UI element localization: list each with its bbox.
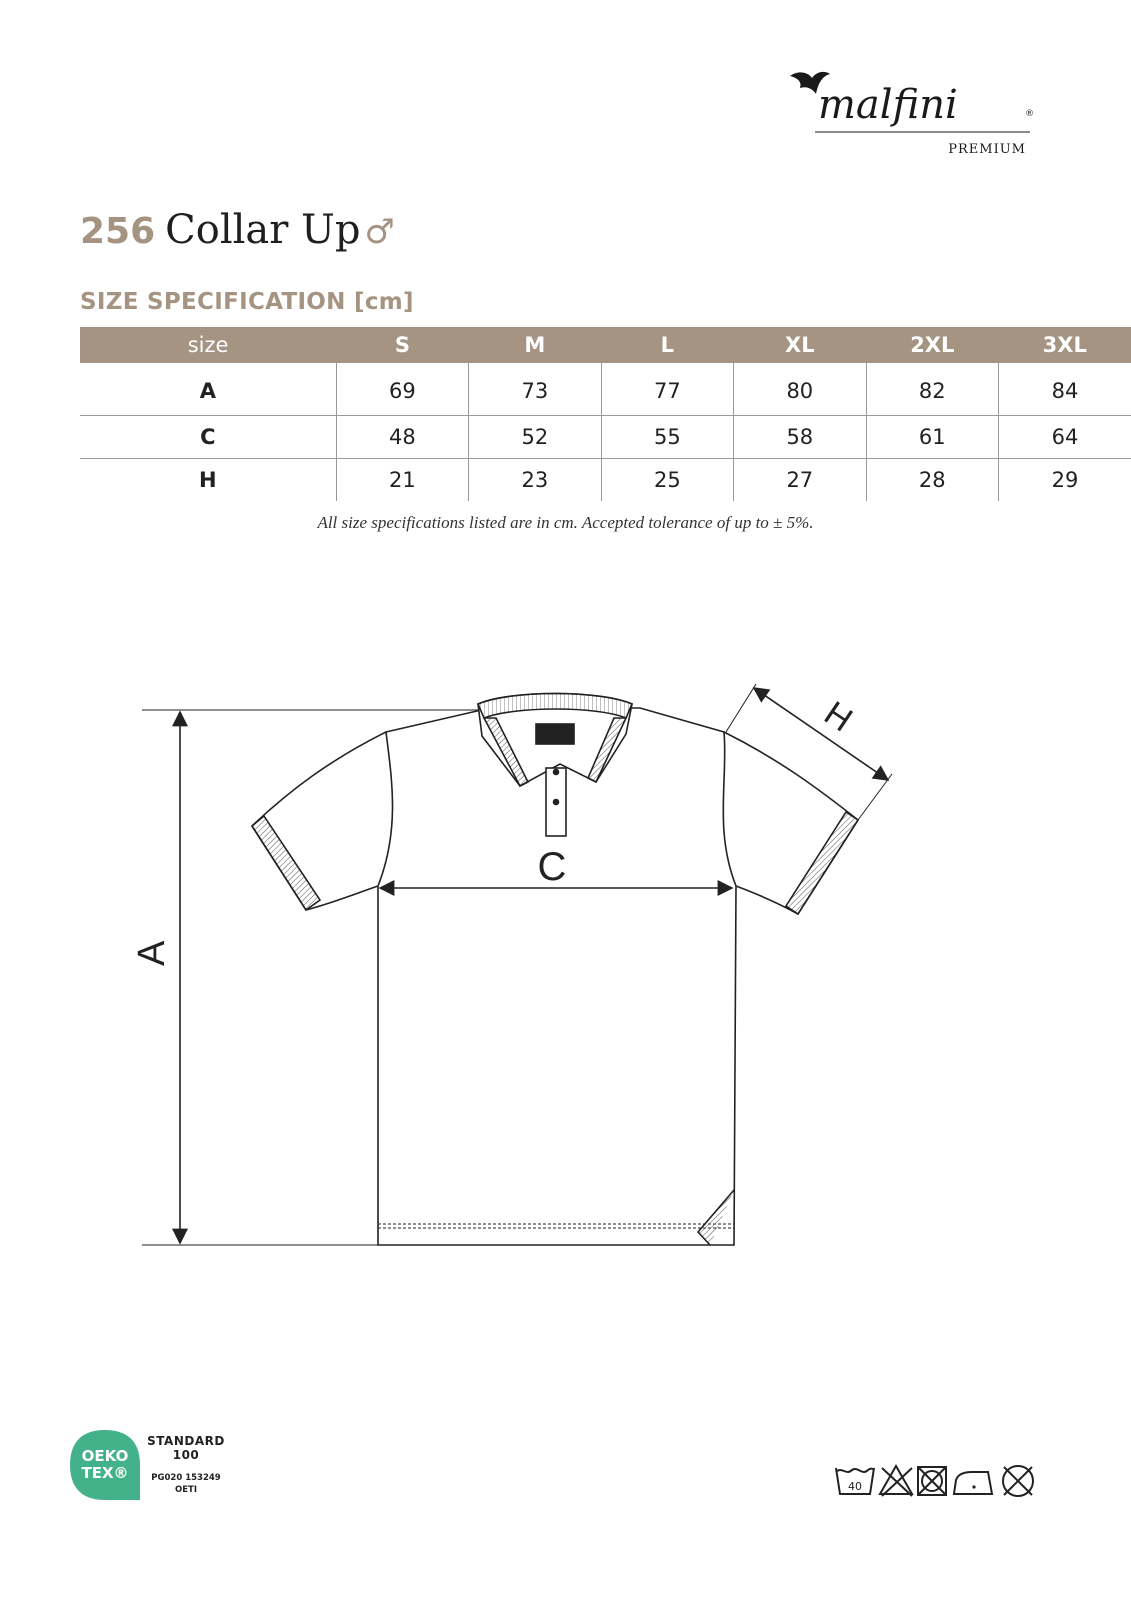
table-cell: 77 [601, 363, 733, 416]
table-cell: 69 [336, 363, 468, 416]
wash-40-icon [836, 1468, 874, 1494]
header-s: S [336, 327, 468, 363]
header-l: L [601, 327, 733, 363]
row-label: C [80, 416, 336, 459]
page-title [80, 207, 395, 253]
malfini-logo [790, 66, 1060, 166]
no-dry-clean-icon [1003, 1466, 1033, 1496]
dimension-h-label: H [817, 694, 859, 740]
table-cell: 27 [734, 459, 866, 502]
no-tumble-dry-icon [918, 1467, 946, 1495]
product-number: 256 [80, 211, 156, 252]
dimension-a-label: A [131, 940, 173, 966]
table-row [80, 416, 1131, 459]
table-cell: 48 [336, 416, 468, 459]
no-bleach-icon [880, 1466, 912, 1496]
header-2xl: 2XL [866, 327, 998, 363]
oeko-standard: STANDARD 100 [147, 1434, 225, 1462]
male-icon: ♂ [364, 212, 395, 252]
oeko-tex-certification [70, 1430, 240, 1510]
header-size: size [80, 327, 336, 363]
header-3xl: 3XL [999, 327, 1131, 363]
table-cell: 61 [866, 416, 998, 459]
table-header-row [80, 327, 1131, 363]
table-cell: 25 [601, 459, 733, 502]
table-cell: 23 [469, 459, 601, 502]
table-cell: 80 [734, 363, 866, 416]
header-xl: XL [734, 327, 866, 363]
table-cell: 21 [336, 459, 468, 502]
table-cell: 28 [866, 459, 998, 502]
table-cell: 29 [999, 459, 1131, 502]
left-sleeve [252, 732, 386, 910]
table-cell: 52 [469, 416, 601, 459]
dimension-c-label: C [537, 845, 567, 889]
table-cell: 64 [999, 416, 1131, 459]
table-cell: 55 [601, 416, 733, 459]
brand-logo [790, 66, 1060, 166]
logo-premium: PREMIUM [948, 142, 1026, 157]
oeko-code: PG020 153249 OETI [151, 1473, 221, 1495]
row-label: H [80, 459, 336, 502]
table-cell: 84 [999, 363, 1131, 416]
table-cell: 82 [866, 363, 998, 416]
registered-mark: ® [1025, 109, 1034, 119]
table-cell: 58 [734, 416, 866, 459]
row-label: A [199, 379, 216, 403]
polo-diagram [0, 660, 1131, 1280]
table-row [80, 363, 1131, 416]
size-spec-heading: SIZE SPECIFICATION [cm] [80, 289, 414, 315]
size-table [80, 327, 1131, 501]
care-symbols [832, 1462, 1042, 1502]
tolerance-note: All size specifications listed are in cm. Accepted tolerance of up to ± 5%. [317, 513, 814, 532]
logo-wordmark: malfini [818, 82, 958, 128]
iron-low-icon [954, 1472, 992, 1494]
oeko-tex-badge-text: OEKO TEX® [81, 1447, 129, 1482]
table-cell: 73 [469, 363, 601, 416]
product-name: Collar Up [165, 207, 361, 253]
table-row [80, 459, 1131, 502]
svg-text:40: 40 [848, 1480, 862, 1493]
right-sleeve [724, 732, 858, 914]
header-m: M [469, 327, 601, 363]
